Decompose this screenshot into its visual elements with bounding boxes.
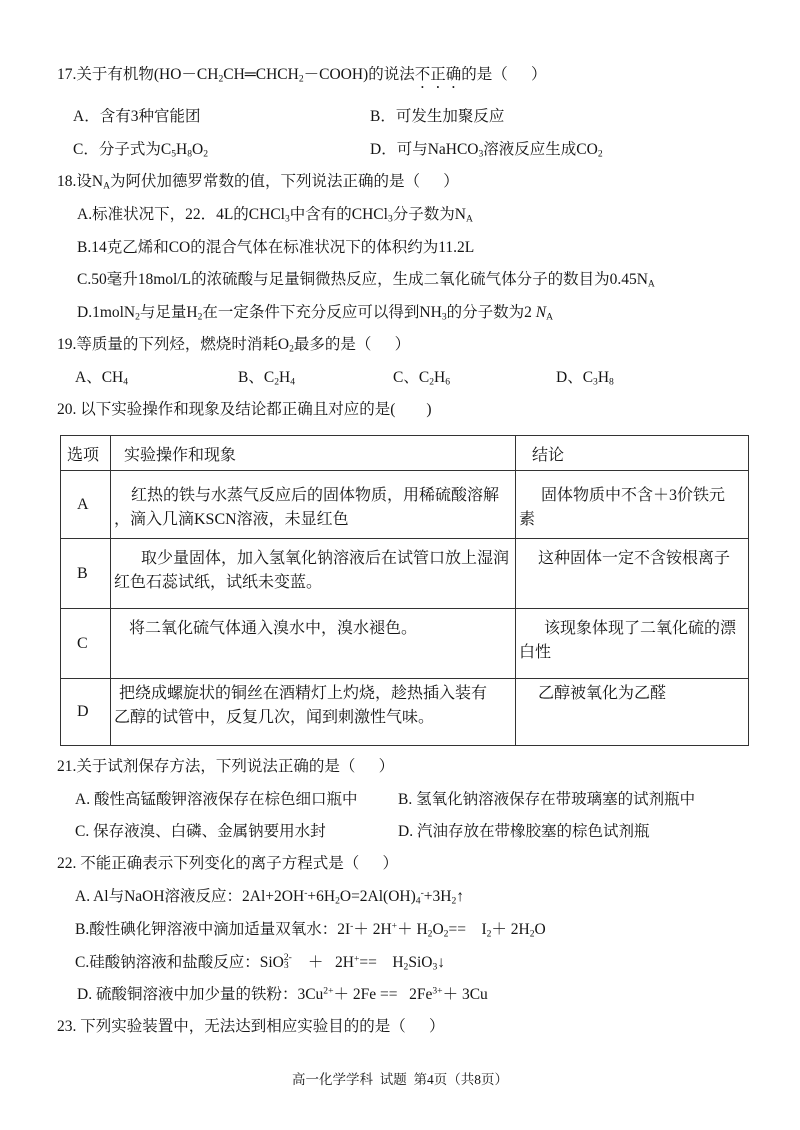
subscript: 3: [593, 376, 598, 388]
question-20-stem: 20. 以下实验操作和现象及结论都正确且对应的是( ): [57, 401, 432, 418]
operation-cell: [111, 539, 516, 609]
q19-option-b: B、$C_2H_4$: [238, 369, 295, 388]
q21-option-d: D. 汽油存放在带橡胶塞的棕色试剂瓶: [398, 823, 650, 840]
operation-line: 将二氧化硫气体通入溴水中，溴水褪色。: [129, 620, 418, 637]
subscript: 3: [478, 148, 484, 160]
superscript: -: [420, 887, 424, 899]
subscript: 2: [451, 895, 457, 907]
question-19-stem: 19.等质量的下列烃，燃烧时消耗$O_2$最多的是（ ）: [57, 336, 411, 355]
conclusion-cell: [516, 609, 749, 679]
superscript: 2+: [323, 985, 334, 997]
table-row: [61, 609, 749, 679]
q18-option-a: A.标准状况下，22．4L的CHCl$_3$中含有的CHCl$_3$分子数为$N_A$: [77, 206, 473, 225]
subscript: 2: [429, 376, 434, 388]
subscript: 2: [335, 895, 340, 907]
row-label: A: [61, 471, 111, 539]
row-label: B: [61, 539, 111, 609]
q17-option-b: B．可发生加聚反应: [370, 108, 505, 125]
page-footer: 高一化学学科 试题 第4页（共8页）: [292, 1072, 508, 1087]
subscript: 4: [123, 376, 129, 388]
superscript: +: [391, 920, 398, 932]
subscript: 6: [445, 376, 450, 388]
superscript: 2-: [283, 952, 292, 964]
operation-cell: [111, 679, 516, 746]
operation-line: 红热的铁与水蒸气反应后的固体物质，用稀硫酸溶解: [131, 487, 500, 504]
subscript: A: [647, 278, 655, 290]
operation-line: 取少量固体，加入氢氧化钠溶液后在试管口放上湿润: [141, 550, 510, 567]
subscript: 2: [427, 928, 433, 940]
conclusion-line: 固体物质中不含＋3价铁元: [541, 487, 726, 504]
q21-option-b: B. 氢氧化钠溶液保存在带玻璃塞的试剂瓶中: [398, 791, 696, 808]
q19-option-a: A、$CH_4$: [75, 369, 129, 388]
question-18-stem: 18.设$N_A$为阿伏加德罗常数的值，下列说法正确的是（ ）: [57, 173, 459, 192]
emphasis-dots: 不正确: [414, 66, 462, 83]
table-header-row: [61, 436, 749, 471]
subscript: 2: [597, 148, 603, 160]
header-option: 选项: [61, 436, 111, 471]
subscript: 2: [274, 376, 279, 388]
q19-option-c: C、$C_2H_6$: [393, 369, 450, 388]
subscript: 2: [529, 928, 535, 940]
conclusion-line: 乙醇被氧化为乙醛: [538, 685, 667, 702]
subscript: 2: [486, 928, 492, 940]
q18-option-d: D.1molN$_2$与足量$H_2$在一定条件下充分反应可以得到$NH_3$的分子数为2 $N_A$: [77, 304, 554, 323]
subscript: 5: [171, 148, 176, 160]
charge-and-index: [283, 952, 296, 972]
subscript: 4: [290, 376, 295, 388]
table-row: [61, 471, 749, 539]
q22-option-d: D. 硫酸铜溶液中加少量的铁粉：$3Cu^{2+}+ 2Fe == 2Fe^{3+}+ 3Cu$: [77, 985, 488, 1003]
subscript: 3: [387, 213, 393, 225]
subscript: A: [546, 311, 554, 323]
operation-line: 乙醇的试管中，反复几次，闻到刺激性气味。: [114, 709, 435, 726]
subscript: 2: [443, 928, 449, 940]
superscript: -: [350, 920, 354, 932]
subscript: 3: [283, 960, 289, 972]
conclusion-line: 该现象体现了二氧化硫的漂: [544, 620, 737, 637]
operation-line: 把绕成螺旋状的铜丝在酒精灯上灼烧，趁热插入装有: [119, 685, 488, 702]
subscript: A: [465, 213, 473, 225]
q17-option-c: C．分子式为$C_5H_8O_2$: [73, 141, 208, 160]
subscript: 2: [135, 311, 140, 323]
q21-option-c: C. 保存液溴、白磷、金属钠要用水封: [75, 823, 326, 840]
header-operation: 实验操作和现象: [111, 436, 516, 471]
question-17-stem: 17.关于有机物$(HO-CH_2CH═CHCH_2-COOH)$的说法不正确的是（ ）: [57, 66, 547, 85]
q17-option-d: D．可与NaHCO$_3$溶液反应生成$CO_2$: [370, 141, 603, 160]
subscript: 2: [403, 961, 409, 973]
subscript: A: [103, 180, 111, 192]
row-label: C: [61, 609, 111, 679]
conclusion-cell: [516, 679, 749, 746]
subscript: 2: [298, 73, 304, 85]
question-22-stem: 22. 不能正确表示下列变化的离子方程式是（ ）: [57, 855, 399, 872]
experiment-table: [60, 435, 749, 746]
superscript: -: [304, 887, 308, 899]
conclusion-cell: [516, 539, 749, 609]
q18-option-c: C.50毫升18mol/L的浓硫酸与足量铜微热反应，生成二氧化硫气体分子的数目为$0.45N_A$: [77, 271, 655, 290]
subscript: 4: [415, 895, 421, 907]
subscript: 2: [197, 311, 203, 323]
conclusion-line: 素: [519, 511, 536, 528]
q22-option-b: B.酸性碘化钾溶液中滴加适量双氧水：$2I^-+ 2H^++ H_2O_2==$ $I_2+ 2H_2O$: [75, 920, 546, 940]
subscript: 3: [441, 311, 447, 323]
superscript: 3+: [432, 985, 443, 997]
header-conclusion: 结论: [516, 436, 749, 471]
operation-line: ，滴入几滴KSCN溶液，未显红色: [114, 511, 349, 528]
q18-option-b: B.14克乙烯和CO的混合气体在标准状况下的体积约为11.2L: [77, 239, 475, 256]
table-row: [61, 679, 749, 746]
question-21-stem: 21.关于试剂保存方法，下列说法正确的是（ ）: [57, 758, 395, 775]
q22-option-c: C.硅酸钠溶液和盐酸反应：SiO 2- 3 ＋ 2H+== $H_2SiO_3↓$: [75, 952, 446, 973]
subscript: 8: [609, 376, 614, 388]
subscript: 3: [284, 213, 290, 225]
table-row: [61, 539, 749, 609]
operation-line: 红色石蕊试纸，试纸未变蓝。: [114, 574, 323, 591]
q22-option-a: A. Al与NaOH溶液反应：$2Al+2OH^-+6H_2O=2Al(OH)_4^-+3H_2↑$: [75, 887, 465, 907]
conclusion-cell: [516, 471, 749, 539]
italic-symbol: N: [535, 304, 547, 321]
subscript: 2: [203, 148, 208, 160]
question-23-stem: 23. 下列实验装置中，无法达到相应实验目的的是（ ）: [57, 1018, 445, 1035]
subscript: 2: [289, 343, 294, 355]
q17-option-a: A．含有3种官能团: [73, 108, 201, 125]
subscript: 3: [432, 961, 438, 973]
superscript: +: [353, 953, 360, 965]
conclusion-line: 白性: [519, 644, 552, 661]
q19-option-d: D、$C_3H_8$: [556, 369, 614, 388]
row-label: D: [61, 679, 111, 746]
subscript: 8: [187, 148, 192, 160]
subscript: 2: [218, 73, 224, 85]
operation-cell: [111, 609, 516, 679]
q21-option-a: A. 酸性高锰酸钾溶液保存在棕色细口瓶中: [75, 791, 358, 808]
operation-cell: [111, 471, 516, 539]
conclusion-line: 这种固体一定不含铵根离子: [538, 550, 731, 567]
